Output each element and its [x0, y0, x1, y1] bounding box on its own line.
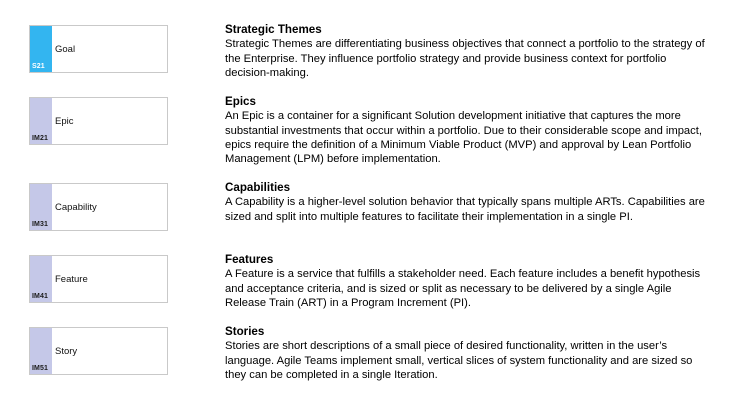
stories-body: Stories are short descriptions of a small piece of desired functionality, written in the user’s language. Agile Teams implement small, vertical slices of system functionality and are sized so they can be completed in a single Iteration. — [225, 340, 693, 381]
feature-label: Feature — [55, 273, 88, 285]
capability-label: Capability — [55, 201, 97, 213]
epic-code: IM21 — [32, 135, 48, 142]
stories-title: Stories — [225, 325, 265, 338]
epic-card — [29, 97, 168, 145]
goal-label: Goal — [55, 43, 76, 55]
epics-body: An Epic is a container for a significant Solution development initiative that captures the more substantial investments that occur within a portfolio. Due to their considerable scope and impact, epics require the definition of a Minimum Viable Product (MVP) and approval by Lean Portfolio Management (LPM) before implementation. — [225, 110, 702, 166]
epic-label: Epic — [55, 115, 74, 127]
epics-title: Epics — [225, 95, 256, 108]
feature-code: IM41 — [32, 293, 48, 300]
strategic-themes-title: Strategic Themes — [225, 23, 322, 36]
features-description — [225, 253, 710, 310]
stories-description — [225, 325, 710, 382]
story-card — [29, 327, 168, 375]
strategic-themes-description — [225, 23, 710, 80]
capabilities-body: A Capability is a higher-level solution behavior that typically spans multiple ARTs. Capabilities are sized and split into multiple features to facilitate their implementation in a single PI. — [225, 196, 705, 223]
story-label: Story — [55, 345, 78, 357]
strategic-themes-body: Strategic Themes are differentiating business objectives that connect a portfolio to the strategy of the Enterprise. They influence portfolio strategy and provide business context for portfolio decision-making. — [225, 38, 705, 79]
capabilities-description — [225, 181, 710, 224]
capability-card — [29, 183, 168, 231]
capabilities-title: Capabilities — [225, 181, 291, 194]
goal-card — [29, 25, 168, 73]
goal-code: S21 — [32, 63, 45, 70]
features-body: A Feature is a service that fulfills a stakeholder need. Each feature includes a benefit hypothesis and acceptance criteria, and is sized or split as necessary to be delivered by a single Agile Release Train (ART) in a Program Increment (PI). — [225, 268, 701, 309]
feature-card — [29, 255, 168, 303]
epics-description — [225, 95, 710, 166]
features-title: Features — [225, 253, 274, 266]
story-code: IM51 — [32, 365, 48, 372]
capability-code: IM31 — [32, 221, 48, 228]
